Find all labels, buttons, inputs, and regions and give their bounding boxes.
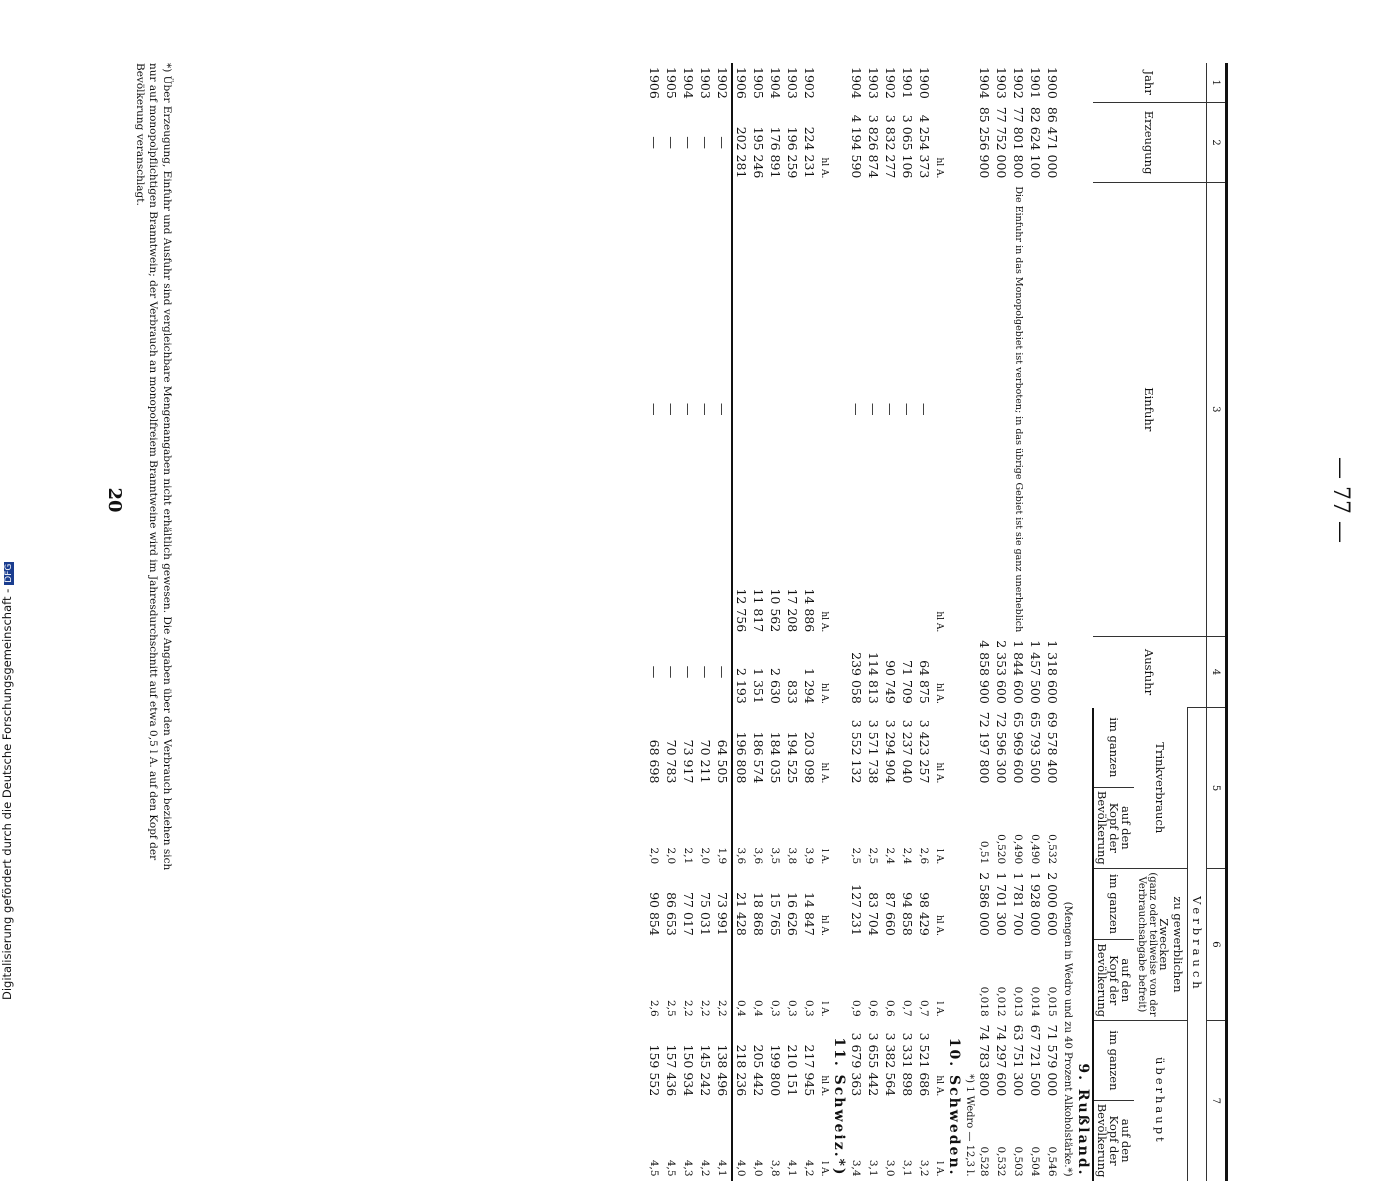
cell-einfuhr: — (916, 403, 932, 416)
cell-gew-kopf: 2,2 (682, 999, 695, 1017)
cell-gew-kopf: 0,7 (918, 999, 931, 1017)
cell-trink-kopf: 2,1 (682, 847, 695, 865)
cell-ges-kopf: 0,504 (1029, 1146, 1042, 1177)
table-row (916, 63, 933, 1181)
section-title-schweden: 10. Schweden. (945, 1037, 962, 1177)
cell-einfuhr: — (663, 403, 679, 416)
cell-ges: 199 800 (767, 1044, 783, 1097)
cell-ges-kopf: 3,2 (918, 1159, 931, 1177)
unit-label: hl A. (818, 682, 829, 704)
cell-gew: 90 854 (646, 892, 662, 936)
col-number: 6 (1207, 868, 1227, 1020)
table-row (865, 63, 882, 1181)
unit-label: l A. (818, 1161, 829, 1177)
cell-trink-kopf: 2,5 (850, 847, 863, 865)
cell-ges-kopf: 3,1 (901, 1159, 914, 1177)
cell-ges-kopf: 4,5 (648, 1159, 661, 1177)
cell-jahr: 1902 (882, 67, 898, 99)
units-row (818, 63, 830, 1181)
cell-gew-kopf: 0,013 (1012, 986, 1025, 1017)
unit-label: hl A. (933, 1075, 944, 1097)
unit-label: hl A. (933, 157, 944, 179)
cell-ges-kopf: 4,1 (716, 1159, 729, 1177)
cell-gew: 1 928 000 (1027, 872, 1043, 936)
cell-jahr: 1901 (899, 67, 915, 99)
digitization-imprint (0, 380, 14, 1000)
statistics-table (646, 63, 1228, 1181)
cell-ausfuhr: 1 457 500 (1027, 640, 1043, 704)
cell-jahr: 1900 (916, 67, 932, 99)
unit-label: hl A. (933, 914, 944, 936)
header-im-ganzen: im ganzen (1093, 1021, 1134, 1101)
cell-ges: 150 934 (680, 1044, 696, 1097)
cell-gew: 21 428 (732, 868, 750, 940)
cell-ausfuhr: — (714, 665, 730, 679)
page-number: — 77 — (1328, 457, 1353, 543)
cell-einfuhr: 12 756 (732, 182, 750, 636)
table-row (784, 63, 801, 1181)
cell-einfuhr: 11 817 (750, 588, 766, 633)
cell-jahr: 1903 (993, 67, 1009, 99)
table-row (848, 63, 865, 1181)
cell-erzeugung: 3 832 277 (882, 114, 898, 179)
cell-ges-kopf: 3,4 (850, 1159, 863, 1177)
column-number-row (1207, 63, 1227, 1181)
cell-ges-kopf: 0,528 (978, 1146, 991, 1177)
cell-ausfuhr: 833 (784, 679, 800, 704)
cell-jahr: 1904 (848, 67, 864, 99)
col-number: 3 (1207, 182, 1227, 636)
cell-ges-kopf: 0,503 (1012, 1146, 1025, 1177)
cell-trink: 65 793 500 (1027, 711, 1043, 784)
cell-gew-kopf: 2,6 (648, 999, 661, 1017)
cell-ges: 210 151 (784, 1044, 800, 1097)
cell-ausfuhr: 114 813 (865, 652, 881, 704)
cell-trink-kopf: 2,5 (867, 847, 880, 865)
cell-gew: 86 653 (663, 892, 679, 936)
unit-label: hl A. (818, 762, 829, 784)
cell-ausfuhr: 2 630 (767, 668, 783, 704)
cell-ges-kopf: 0,532 (995, 1146, 1008, 1177)
cell-gew: 75 031 (697, 892, 713, 936)
header-verbrauch: Verbrauch (1188, 708, 1207, 1181)
cell-ges: 217 945 (801, 1044, 817, 1097)
cell-erzeugung: — (714, 136, 730, 149)
cell-erzeugung: 3 065 106 (899, 114, 915, 179)
header-im-ganzen: im ganzen (1093, 708, 1134, 788)
cell-ausfuhr: 1 318 600 (1044, 640, 1060, 704)
cell-ausfuhr: 1 294 (801, 668, 817, 704)
cell-trink: 73 917 (680, 739, 696, 784)
cell-trink: 3 552 132 (848, 719, 864, 784)
cell-trink-kopf: 3,6 (732, 787, 750, 868)
cell-ges: 145 242 (697, 1044, 713, 1097)
cell-trink-kopf: 0,490 (1012, 834, 1025, 865)
unit-label: l A. (818, 1001, 829, 1017)
cell-gew-kopf: 0,3 (786, 999, 799, 1017)
cell-gew-kopf: 0,6 (867, 999, 880, 1017)
cell-jahr: 1902 (714, 67, 730, 99)
cell-ausfuhr: 71 709 (899, 660, 915, 704)
cell-ausfuhr: — (646, 665, 662, 679)
unit-label: hl A. (818, 611, 829, 633)
cell-trink-kopf: 2,4 (901, 847, 914, 865)
cell-ges: 63 751 300 (1010, 1024, 1026, 1097)
cell-jahr: 1903 (697, 67, 713, 99)
cell-einfuhr: 14 886 (801, 588, 817, 633)
cell-gew: 14 847 (801, 892, 817, 936)
cell-jahr: 1901 (1027, 67, 1043, 99)
header-im-ganzen: im ganzen (1093, 868, 1134, 940)
cell-ges-kopf: 4,0 (752, 1159, 765, 1177)
header-gewerbliche-title: zu gewerblichen Zwecken (1157, 896, 1185, 993)
table-row (767, 63, 784, 1181)
cell-jahr: 1906 (646, 67, 662, 99)
cell-ausfuhr: — (697, 665, 713, 679)
cell-trink: 196 808 (732, 708, 750, 788)
cell-gew: 73 991 (714, 892, 730, 936)
table-row (801, 63, 818, 1181)
cell-ges: 138 496 (714, 1044, 730, 1097)
header-gewerbliche-sub: (ganz oder teilweise von der Verbrauchsabgabe befreit) (1136, 872, 1158, 1017)
cell-ges-kopf: 3,1 (867, 1159, 880, 1177)
cell-trink: 194 525 (784, 731, 800, 784)
cell-ausfuhr: 1 844 600 (1010, 640, 1026, 704)
section-title-russland: 9. Rußland. (1074, 1063, 1091, 1177)
cell-erzeugung: 4 254 373 (916, 114, 932, 179)
cell-ausfuhr: 2 353 600 (993, 640, 1009, 704)
cell-einfuhr: — (865, 403, 881, 416)
header-ausfuhr: Ausfuhr (1093, 636, 1207, 708)
table-row (697, 63, 714, 1181)
cell-jahr: 1904 (767, 67, 783, 99)
cell-jahr: 1902 (1010, 67, 1026, 99)
cell-erzeugung: 3 826 874 (865, 114, 881, 179)
cell-trink: 72 197 800 (976, 711, 992, 784)
cell-trink: 3 294 904 (882, 719, 898, 784)
cell-erzeugung: 82 624 100 (1027, 106, 1043, 179)
cell-ges: 74 297 600 (993, 1024, 1009, 1097)
cell-gew: 2 000 600 (1044, 872, 1060, 936)
cell-ges: 67 721 500 (1027, 1024, 1043, 1097)
cell-ges: 3 331 898 (899, 1032, 915, 1097)
cell-gew-kopf: 0,015 (1046, 986, 1059, 1017)
col-number: 7 (1207, 1021, 1227, 1181)
cell-ges: 205 442 (750, 1044, 766, 1097)
cell-erzeugung: 202 281 (732, 103, 750, 183)
cell-ges-kopf: 4,5 (665, 1159, 678, 1177)
cell-trink-kopf: 0,520 (995, 834, 1008, 865)
footer-number: 20 (104, 487, 125, 513)
cell-jahr: 1905 (663, 67, 679, 99)
cell-trink: 72 596 300 (993, 711, 1009, 784)
cell-ges: 3 521 686 (916, 1032, 932, 1097)
cell-jahr: 1905 (750, 67, 766, 99)
cell-ges-kopf: 4,2 (803, 1159, 816, 1177)
unit-label: l A. (933, 849, 944, 865)
cell-trink-kopf: 0,532 (1046, 834, 1059, 865)
cell-gew-kopf: 2,2 (699, 999, 712, 1017)
table-row (1044, 63, 1061, 1181)
schweiz-footnote: *) Über Erzeugung, Einfuhr und Ausfuhr sind vergleichbare Mengenangaben nicht erhältlich gewesen. Die Angaben über den Verbrauch beziehen sich nur auf monopolpflichtigen Branntwein; der Verbrauch an monopolfreiem Branntweine wird im Jahresdurchschnitt auf etwa 0,5 l A. auf den Kopf der Bevölkerung veranschlagt. (133, 63, 173, 871)
cell-jahr: 1903 (865, 67, 881, 99)
cell-einfuhr: — (680, 403, 696, 416)
header-gewerbliche (1134, 868, 1188, 1020)
cell-ges-kopf: 4,1 (786, 1159, 799, 1177)
cell-erzeugung: 85 256 900 (976, 106, 992, 179)
cell-erzeugung: 77 752 000 (993, 106, 1009, 179)
cell-trink: 186 574 (750, 731, 766, 784)
cell-erzeugung: — (697, 136, 713, 149)
cell-erzeugung: 224 231 (801, 126, 817, 179)
cell-ges-kopf: 4,0 (732, 1100, 750, 1180)
cell-einfuhr: — (714, 403, 730, 416)
cell-trink: 203 098 (801, 731, 817, 784)
cell-erzeugung: 196 259 (784, 126, 800, 179)
cell-jahr: 1902 (801, 67, 817, 99)
cell-ges-kopf: 4,3 (682, 1159, 695, 1177)
cell-jahr: 1904 (976, 67, 992, 99)
cell-trink: 70 211 (697, 739, 713, 784)
einfuhr-note: Die Einfuhr in das Monopolgebiet ist verboten; in das übrige Gebiet ist sie ganz unerheblich (1013, 186, 1025, 633)
cell-trink: 65 969 600 (1010, 711, 1026, 784)
col-number: 2 (1207, 103, 1227, 183)
cell-trink: 70 783 (663, 739, 679, 784)
cell-gew: 16 626 (784, 892, 800, 936)
imprint-text: Digitalisierung gefördert durch die Deutsche Forschungsgemeinschaft - (0, 588, 14, 1000)
cell-gew: 1 701 300 (993, 872, 1009, 936)
cell-gew: 87 660 (882, 892, 898, 936)
cell-trink: 3 237 040 (899, 719, 915, 784)
unit-label: l A. (933, 1001, 944, 1017)
header-einfuhr: Einfuhr (1093, 182, 1207, 636)
cell-gew-kopf: 0,3 (769, 999, 782, 1017)
cell-gew: 2 586 000 (976, 872, 992, 936)
cell-trink: 3 423 257 (916, 719, 932, 784)
cell-ges: 157 436 (663, 1044, 679, 1097)
cell-gew: 77 017 (680, 892, 696, 936)
cell-gew: 83 704 (865, 892, 881, 936)
cell-einfuhr: — (848, 403, 864, 416)
table-row (732, 63, 750, 1181)
header-trinkverbrauch: Trinkverbrauch (1153, 742, 1168, 834)
cell-trink: 184 035 (767, 731, 783, 784)
cell-trink-kopf: 3,8 (786, 847, 799, 865)
cell-ges-kopf: 3,8 (769, 1159, 782, 1177)
cell-gew-kopf: 0,3 (803, 999, 816, 1017)
cell-ges: 159 552 (646, 1044, 662, 1097)
cell-ausfuhr: 239 058 (848, 652, 864, 704)
cell-gew: 94 858 (899, 892, 915, 936)
cell-einfuhr: — (697, 403, 713, 416)
cell-erzeugung: 77 801 800 (1010, 106, 1026, 179)
cell-trink-kopf: 2,0 (648, 847, 661, 865)
cell-gew: 15 765 (767, 892, 783, 936)
cell-erzeugung: — (663, 136, 679, 149)
cell-gew-kopf: 0,4 (732, 940, 750, 1021)
cell-erzeugung: 176 891 (767, 126, 783, 179)
cell-gew-kopf: 0,7 (901, 999, 914, 1017)
cell-gew: 1 781 700 (1010, 872, 1026, 936)
units-row (933, 63, 945, 1181)
cell-gew: 18 868 (750, 892, 766, 936)
header-jahr: Jahr (1142, 70, 1157, 95)
table-row (899, 63, 916, 1181)
cell-trink-kopf: 2,0 (699, 847, 712, 865)
cell-trink-kopf: 2,0 (665, 847, 678, 865)
cell-gew-kopf: 2,5 (665, 999, 678, 1017)
cell-ausfuhr: 64 875 (916, 660, 932, 704)
cell-gew: 127 231 (848, 884, 864, 936)
cell-einfuhr: — (899, 403, 915, 416)
header-erzeugung: Erzeugung (1093, 103, 1207, 183)
cell-jahr: 1900 (1044, 67, 1060, 99)
cell-gew-kopf: 0,014 (1029, 986, 1042, 1017)
cell-ausfuhr: 90 749 (882, 660, 898, 704)
cell-gew-kopf: 0,6 (884, 999, 897, 1017)
cell-ausfuhr: 1 351 (750, 668, 766, 704)
cell-einfuhr: — (882, 403, 898, 416)
cell-einfuhr: 10 562 (767, 588, 783, 633)
section-subtitle-russland: (Mengen in Wedro und zu 40 Prozent Alkoholstärke.*) (1061, 901, 1073, 1177)
unit-label: l A. (933, 1161, 944, 1177)
cell-gew-kopf: 0,4 (752, 999, 765, 1017)
header-ueberhaupt: überhaupt (1134, 1021, 1188, 1181)
cell-trink-kopf: 3,6 (752, 847, 765, 865)
cell-trink: 69 578 400 (1044, 711, 1060, 784)
unit-label: hl A. (933, 611, 944, 633)
cell-ausfuhr: — (680, 665, 696, 679)
cell-ausfuhr: 4 858 900 (976, 640, 992, 704)
cell-erzeugung: — (646, 136, 662, 149)
cell-trink-kopf: 0,490 (1029, 834, 1042, 865)
cell-einfuhr: 17 208 (784, 588, 800, 633)
table-row (680, 63, 697, 1181)
cell-gew-kopf: 2,2 (716, 999, 729, 1017)
cell-trink-kopf: 2,4 (884, 847, 897, 865)
cell-einfuhr: — (646, 403, 662, 416)
cell-trink: 3 571 738 (865, 719, 881, 784)
cell-ges: 3 655 442 (865, 1032, 881, 1097)
unit-label: hl A. (933, 682, 944, 704)
cell-trink: 68 698 (646, 739, 662, 784)
cell-jahr: 1906 (732, 63, 750, 103)
unit-label: hl A. (818, 1075, 829, 1097)
cell-gew: 98 429 (916, 892, 932, 936)
cell-erzeugung: — (680, 136, 696, 149)
cell-ausfuhr: — (663, 665, 679, 679)
cell-ges-kopf: 0,546 (1046, 1146, 1059, 1177)
cell-ges-kopf: 3,0 (884, 1159, 897, 1177)
cell-ausfuhr: 2 193 (732, 636, 750, 708)
header-row-1 (1188, 63, 1207, 1181)
header-auf-kopf: auf den Kopf der Bevölkerung (1093, 940, 1134, 1021)
unit-label: hl A. (933, 762, 944, 784)
cell-erzeugung: 86 471 000 (1044, 106, 1060, 179)
cell-ges: 3 382 564 (882, 1032, 898, 1097)
col-number: 4 (1207, 636, 1227, 708)
unit-label: hl A. (818, 157, 829, 179)
cell-gew-kopf: 0,018 (978, 986, 991, 1017)
cell-trink-kopf: 2,6 (918, 847, 931, 865)
cell-trink-kopf: 3,9 (803, 847, 816, 865)
unit-label: hl A. (818, 914, 829, 936)
unit-label: l A. (818, 849, 829, 865)
russland-footnote: *) 1 Wedro — 12,3 l. (963, 1074, 975, 1177)
cell-erzeugung: 4 194 590 (848, 114, 864, 179)
table-row (646, 63, 663, 1181)
header-auf-kopf: auf den Kopf der Bevölkerung (1093, 787, 1134, 868)
cell-trink-kopf: 3,5 (769, 847, 782, 865)
cell-trink: 64 505 (714, 739, 730, 784)
section-title-schweiz: 11. Schweiz.*) (830, 1037, 847, 1177)
cell-ges-kopf: 4,2 (699, 1159, 712, 1177)
table-row (750, 63, 767, 1181)
cell-erzeugung: 195 246 (750, 126, 766, 179)
cell-ges: 3 679 363 (848, 1032, 864, 1097)
cell-gew-kopf: 0,9 (850, 999, 863, 1017)
cell-ges: 71 579 000 (1044, 1024, 1060, 1097)
cell-gew-kopf: 0,012 (995, 986, 1008, 1017)
col-number: 1 (1207, 63, 1227, 103)
header-auf-kopf: auf den Kopf der Bevölkerung (1093, 1100, 1134, 1180)
dfg-logo: DFG (4, 563, 14, 583)
col-number: 5 (1207, 708, 1227, 868)
table-row (882, 63, 899, 1181)
table-row (663, 63, 680, 1181)
table-row (714, 63, 732, 1181)
cell-jahr: 1904 (680, 67, 696, 99)
cell-trink-kopf: 0,51 (978, 840, 991, 865)
cell-ges: 218 236 (732, 1021, 750, 1101)
cell-trink-kopf: 1,9 (716, 847, 729, 865)
cell-jahr: 1903 (784, 67, 800, 99)
cell-ges: 74 783 800 (976, 1024, 992, 1097)
